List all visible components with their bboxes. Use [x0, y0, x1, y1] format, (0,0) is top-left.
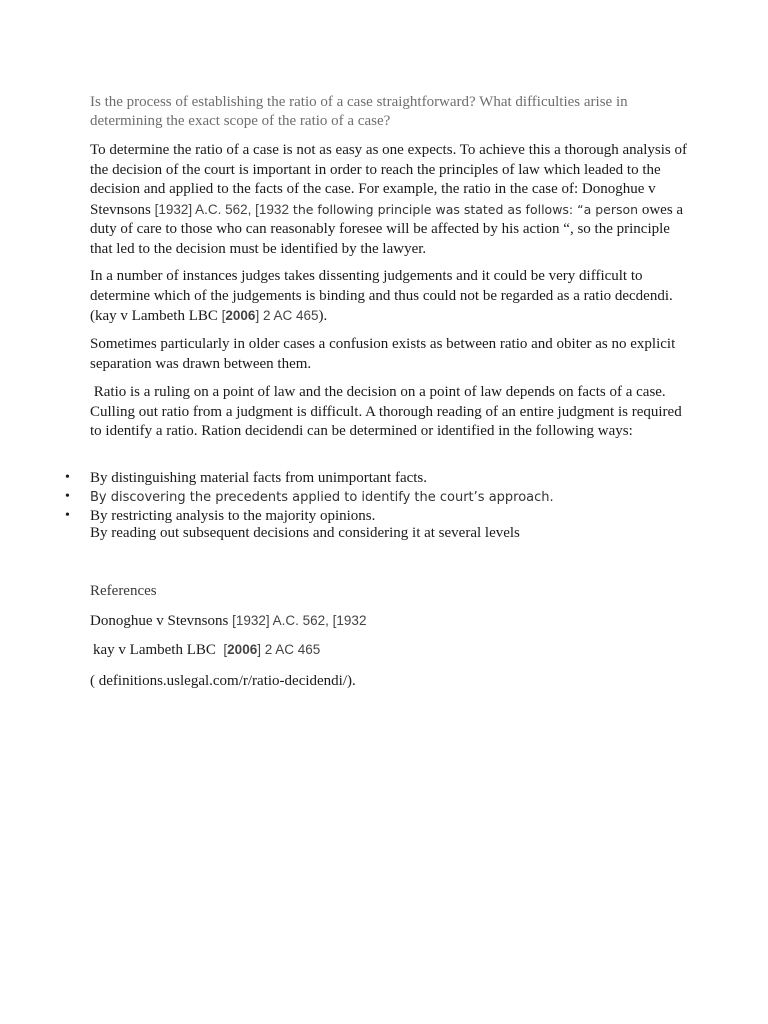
paragraph-text: ).	[318, 308, 328, 324]
paragraph-text: In a number of instances judges takes dissenting judgements and it could be very difficult to determine which of the judgements is binding and thus could not be regarded as a ratio decdendi. (kay v Lambeth LBC	[90, 268, 673, 324]
paragraph-ratio-analysis	[90, 141, 690, 259]
citation-text: [1932] A.C. 562, [1932	[154, 201, 289, 217]
list-item	[64, 488, 704, 508]
list-item	[64, 507, 704, 526]
list-continuation-line: By reading out subsequent decisions and considering it at several levels	[90, 525, 520, 541]
citation-text: ] 2 AC 465	[255, 308, 319, 323]
citation-bracket: [	[221, 308, 226, 323]
citation-text: [1932] A.C. 562, [1932	[232, 613, 367, 628]
reference-donoghue	[90, 613, 366, 630]
paragraph-older-cases: Sometimes particularly in older cases a confusion exists as between ratio and obiter as no explicit separation was drawn between them.	[90, 336, 676, 372]
reference-kay	[93, 642, 320, 659]
references-heading: References	[90, 583, 157, 599]
list-item-text: By restricting analysis to the majority opinions.	[90, 508, 376, 524]
citation-year: 2006	[225, 308, 256, 323]
bullet-icon: •	[65, 488, 70, 504]
list-item-text: By distinguishing material facts from unimportant facts.	[90, 470, 428, 486]
methods-list	[64, 469, 704, 526]
reference-text: Donoghue v Stevnsons	[90, 613, 233, 629]
question-heading: Is the process of establishing the ratio of a case straightforward? What difficulties arise in determining the exact scope of the ratio of a case?	[90, 94, 628, 129]
citation-bracket: [	[223, 642, 228, 657]
bullet-icon: •	[65, 508, 70, 523]
paragraph-ratio-ruling: Ratio is a ruling on a point of law and the decision on a point of law depends on facts of a case. Culling out ratio from a judgment is difficult. A thorough reading of an entire judgment is required to identify a ratio. Ration decidendi can be determined or identified in the following ways:	[90, 384, 686, 439]
reference-uslegal: ( definitions.uslegal.com/r/ratio-decidendi/).	[90, 673, 356, 689]
paragraph-dissenting-judgements	[90, 267, 690, 327]
bullet-icon: •	[65, 470, 70, 485]
reference-text: kay v Lambeth LBC	[93, 642, 224, 658]
paragraph-text: To determine the ratio of a case is not as easy as one expects. To achieve this a thorough analysis of the decision of the court is important in order to reach the principles of law which leaded to the decision and applied to the facts of the case. For example, the ratio in the case of: Donoghue v Stevnsons	[90, 142, 688, 218]
principle-quote-text: the following principle was stated as follows: “a person	[288, 201, 639, 217]
paragraph-text: owes a duty of care to those who can reasonably foresee will be affected by his action “, so the principle that led to the decision must be identified by the lawyer.	[90, 201, 684, 257]
citation-year: 2006	[227, 642, 258, 657]
list-item-text: By discovering the precedents applied to identify the court’s approach.	[90, 489, 554, 505]
citation-text: ] 2 AC 465	[257, 642, 321, 657]
list-item	[64, 469, 704, 488]
